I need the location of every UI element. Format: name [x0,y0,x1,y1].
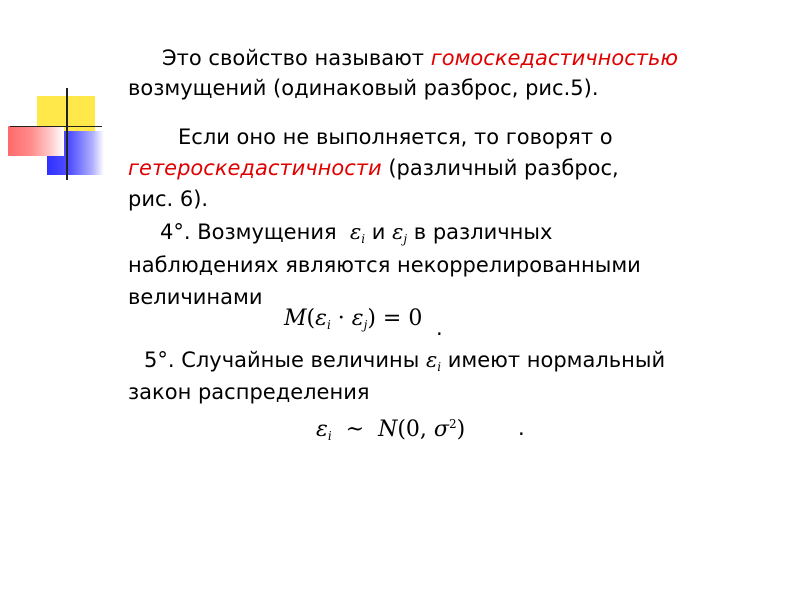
formula-uncorrelated-dot: . [436,316,443,340]
epsilon-j-symbol: $\varepsilon_j$ [392,220,408,246]
p3-line3: величинами [128,285,263,309]
p3-line1-tail: в различных [407,220,553,244]
formula-normal-distribution: $\varepsilon_i$ ~ N(0, $\sigma^2$) [316,417,466,443]
p3-line1-and: и [365,220,393,244]
p4-line1-tail: имеют нормальный [441,348,666,372]
p2-line2 [128,152,619,184]
p1-line1-text: Это свойство называют [162,46,431,70]
p4-line1-text: 5°. Случайные величины [144,348,426,372]
p3-line1-text: 4°. Возмущения [160,220,344,244]
formula-normal-dot: . [518,416,525,440]
p3-line2: наблюдениях являются некоррелированными [128,253,641,277]
p2-line1: Если оно не выполняется, то говорят о [178,125,613,149]
p2-line2-text: (различный разброс, [381,156,619,180]
decor-vertical-line [66,88,68,180]
p2-line3: рис. 6). [128,187,209,211]
epsilon-i-symbol: $\varepsilon_i$ [343,220,366,246]
epsilon-i-symbol-2: $\varepsilon_i$ [425,348,442,374]
term-homoscedasticity: гомоскедастичностью [430,46,679,70]
formula-uncorrelated: $M(\varepsilon_i \cdot \varepsilon_j) = 0$ [284,306,423,332]
term-heteroscedasticity: гетероскедастичности [128,156,382,180]
p1-line1 [162,42,678,74]
p4-line2: закон распределения [128,380,370,404]
decor-red-square [8,126,64,156]
decor-horizontal-line [10,126,102,127]
p1-line2: возмущений (одинаковый разброс, рис.5). [128,76,599,100]
